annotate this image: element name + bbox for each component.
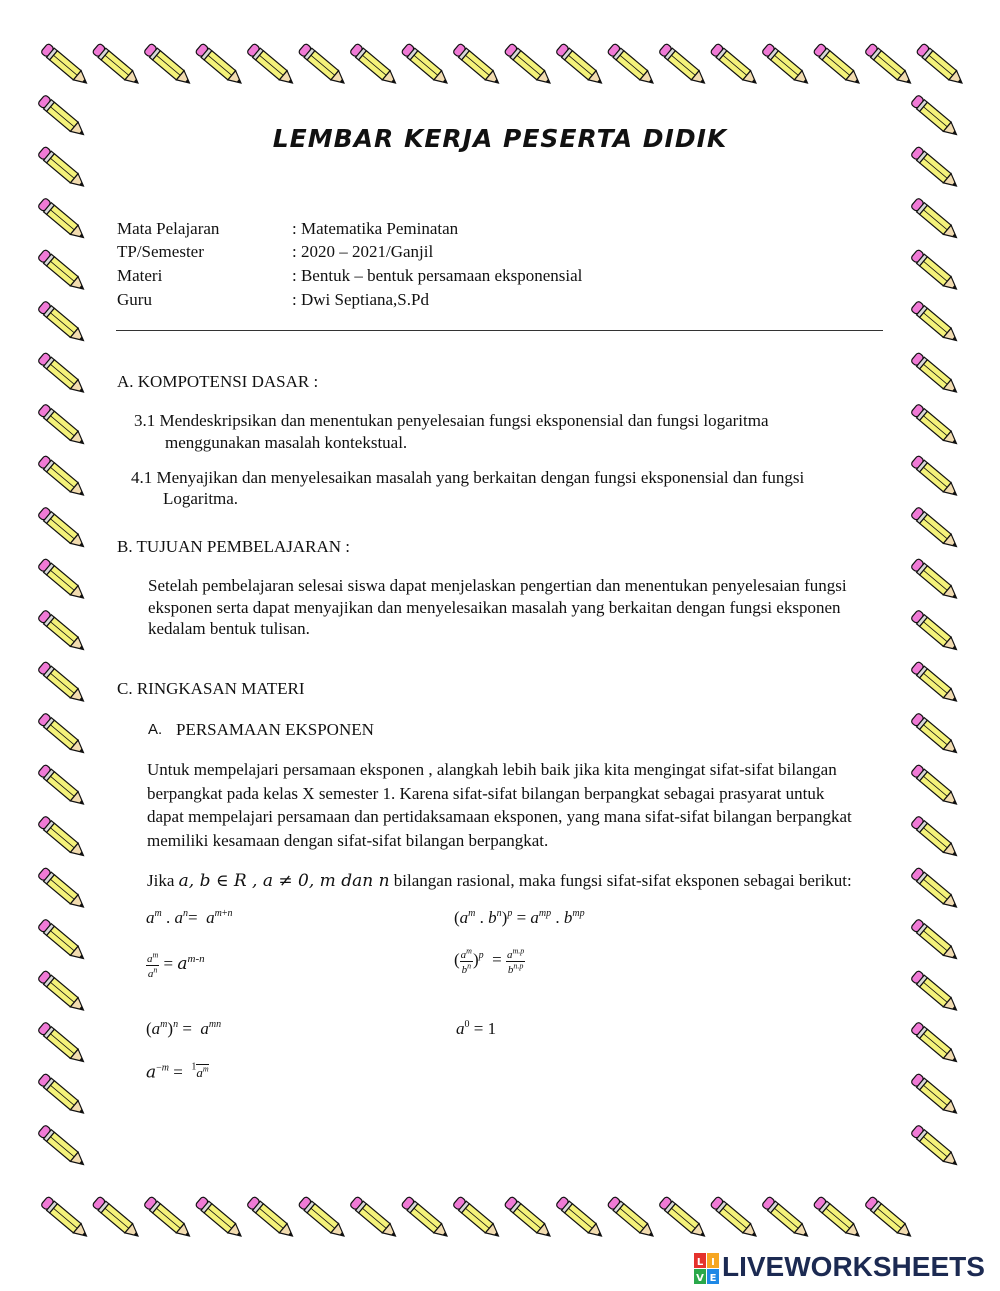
pencil-icon <box>910 455 960 500</box>
pencil-icon <box>143 43 193 88</box>
formula-power-of-quotient: ( $\frac{a^m}{b^n}$ )$^p$ = $\frac{a^{m.p}}{b^{n.p}}$ <box>454 946 525 977</box>
pencil-icon <box>143 1196 193 1241</box>
objective-line2: eksponen serta dapat menyajikan dan menyelesaikan masalah yang berkaitan dengan fungsi eksponen <box>148 598 841 617</box>
pencil-icon <box>37 301 87 346</box>
pencil-icon <box>910 764 960 809</box>
formula-quotient-rule: $\frac{a^m}{a^n}$ = $a^{m-n}$ <box>147 950 205 981</box>
pencil-icon <box>349 43 399 88</box>
pencil-icon <box>504 43 554 88</box>
condition-math: a, b ∈ R , a ≠ 0, m dan n <box>178 871 390 891</box>
svg-text:V: V <box>696 1273 704 1284</box>
pencil-icon <box>37 455 87 500</box>
pencil-icon <box>92 43 142 88</box>
pencil-icon <box>710 1196 760 1241</box>
info-label-subject: Mata Pelajaran <box>117 219 220 238</box>
summary-line1: Untuk mempelajari persamaan eksponen , alangkah lebih baik jika kita mengingat sifat-sifat bilangan <box>147 760 837 779</box>
pencil-icon <box>452 43 502 88</box>
formula-zero-exponent: $a^0 = 1$ <box>456 1019 497 1038</box>
pencil-icon <box>37 764 87 809</box>
pencil-icon <box>910 1125 960 1170</box>
pencil-icon <box>910 249 960 294</box>
svg-text:L: L <box>696 1257 704 1268</box>
pencil-icon <box>37 919 87 964</box>
pencil-icon <box>37 352 87 397</box>
pencil-icon <box>349 1196 399 1241</box>
condition-suffix: bilangan rasional, maka fungsi sifat-sifat eksponen sebagai berikut: <box>393 871 852 890</box>
pencil-icon <box>910 867 960 912</box>
pencil-icon <box>195 43 245 88</box>
pencil-icon <box>37 867 87 912</box>
info-label-teacher: Guru <box>117 290 152 309</box>
info-value-semester: : 2020 – 2021/Ganjil <box>292 242 434 261</box>
pencil-icon <box>910 1073 960 1118</box>
pencil-icon <box>813 43 863 88</box>
formula-power-of-power: $(a^m)^n = a^{mn}$ <box>146 1019 222 1038</box>
pencil-icon <box>37 404 87 449</box>
pencil-icon <box>37 1125 87 1170</box>
pencil-icon <box>555 43 605 88</box>
pencil-icon <box>864 43 914 88</box>
liveworksheets-logo-icon <box>694 1253 720 1285</box>
info-value-materi: : Bentuk – bentuk persamaan eksponensial <box>292 266 583 285</box>
objective-line1: Setelah pembelajaran selesai siswa dapat menjelaskan pengertian dan menentukan penyelesaian fungsi <box>148 576 847 595</box>
pencil-icon <box>910 404 960 449</box>
info-value-teacher: : Dwi Septiana,S.Pd <box>292 290 429 309</box>
pencil-icon <box>910 198 960 243</box>
objective-line3: kedalam bentuk tulisan. <box>148 619 310 638</box>
section-a-heading: A. KOMPOTENSI DASAR : <box>117 372 319 391</box>
pencil-icon <box>910 1022 960 1067</box>
pencil-icon <box>910 919 960 964</box>
pencil-icon <box>298 1196 348 1241</box>
liveworksheets-wordmark[interactable]: LIVEWORKSHEETS <box>722 1251 985 1282</box>
pencil-icon <box>37 970 87 1015</box>
pencil-icon <box>246 1196 296 1241</box>
pencil-icon <box>92 1196 142 1241</box>
pencil-icon <box>195 1196 245 1241</box>
pencil-icon <box>864 1196 914 1241</box>
formula-negative-exponent: $a^{-m} = ^1a^m$ <box>146 1061 209 1083</box>
subsection-heading: PERSAMAAN EKSPONEN <box>176 720 374 739</box>
pencil-icon <box>910 816 960 861</box>
pencil-icon <box>37 610 87 655</box>
pencil-icon <box>607 1196 657 1241</box>
pencil-icon <box>401 43 451 88</box>
condition-prefix: Jika <box>147 871 175 890</box>
pencil-icon <box>761 1196 811 1241</box>
pencil-icon <box>910 610 960 655</box>
page-title: LEMBAR KERJA PESERTA DIDIK <box>272 124 728 153</box>
info-value-subject: : Matematika Peminatan <box>292 219 459 238</box>
summary-line3: dapat mempelajari persamaan dan pertidaksamaan eksponen, yang mana sifat-sifat bilangan berpangkat <box>147 807 852 826</box>
pencil-icon <box>658 1196 708 1241</box>
pencil-icon <box>37 713 87 758</box>
header-divider <box>116 330 883 331</box>
pencil-icon <box>658 43 708 88</box>
pencil-icon <box>910 507 960 552</box>
pencil-icon <box>710 43 760 88</box>
pencil-icon <box>37 198 87 243</box>
pencil-icon <box>910 970 960 1015</box>
kd-4-1-line1: 4.1 Menyajikan dan menyelesaikan masalah yang berkaitan dengan fungsi eksponensial dan fungsi <box>131 468 805 487</box>
info-label-materi: Materi <box>117 266 163 285</box>
pencil-icon <box>910 713 960 758</box>
section-b-heading: B. TUJUAN PEMBELAJARAN : <box>117 537 350 556</box>
pencil-icon <box>916 43 966 88</box>
condition-line <box>147 871 852 891</box>
kd-3-1-line1: 3.1 Mendeskripsikan dan menentukan penyelesaian fungsi eksponensial dan fungsi logaritma <box>134 411 769 430</box>
svg-text:I: I <box>711 1257 715 1268</box>
pencil-icon <box>401 1196 451 1241</box>
svg-text:E: E <box>709 1273 717 1284</box>
pencil-icon <box>910 352 960 397</box>
pencil-icon <box>298 43 348 88</box>
pencil-icon <box>555 1196 605 1241</box>
pencil-icon <box>761 43 811 88</box>
formula-power-of-product: ($a^m$ . $b^n)^p = a^{mp}$ . $b^{mp}$ <box>454 908 585 927</box>
info-label-semester: TP/Semester <box>117 242 204 261</box>
pencil-icon <box>37 661 87 706</box>
pencil-icon <box>37 507 87 552</box>
pencil-icon <box>40 1196 90 1241</box>
kd-4-1-line2: Logaritma. <box>163 489 239 508</box>
pencil-icon <box>607 43 657 88</box>
pencil-icon <box>452 1196 502 1241</box>
section-c-heading: C. RINGKASAN MATERI <box>117 679 305 698</box>
pencil-icon <box>37 816 87 861</box>
pencil-icon <box>246 43 296 88</box>
pencil-icon <box>910 558 960 603</box>
pencil-icon <box>37 1073 87 1118</box>
pencil-icon <box>813 1196 863 1241</box>
pencil-icon <box>910 661 960 706</box>
kd-3-1-line2: menggunakan masalah kontekstual. <box>165 433 408 452</box>
summary-line2: berpangkat pada kelas X semester 1. Karena sifat-sifat bilangan berpangkat sebagai prasyarat untuk <box>147 784 825 803</box>
formula-product-rule: $a^m$ . $a^n= a^{m+n}$ <box>146 908 233 927</box>
pencil-icon <box>910 301 960 346</box>
pencil-icon <box>37 1022 87 1067</box>
pencil-icon <box>37 249 87 294</box>
pencil-icon <box>40 43 90 88</box>
subsection-letter: A. <box>148 721 163 738</box>
summary-line4: memiliki kesamaan dengan sifat-sifat bilangan berpangkat. <box>147 831 549 850</box>
pencil-icon <box>504 1196 554 1241</box>
pencil-icon <box>37 558 87 603</box>
